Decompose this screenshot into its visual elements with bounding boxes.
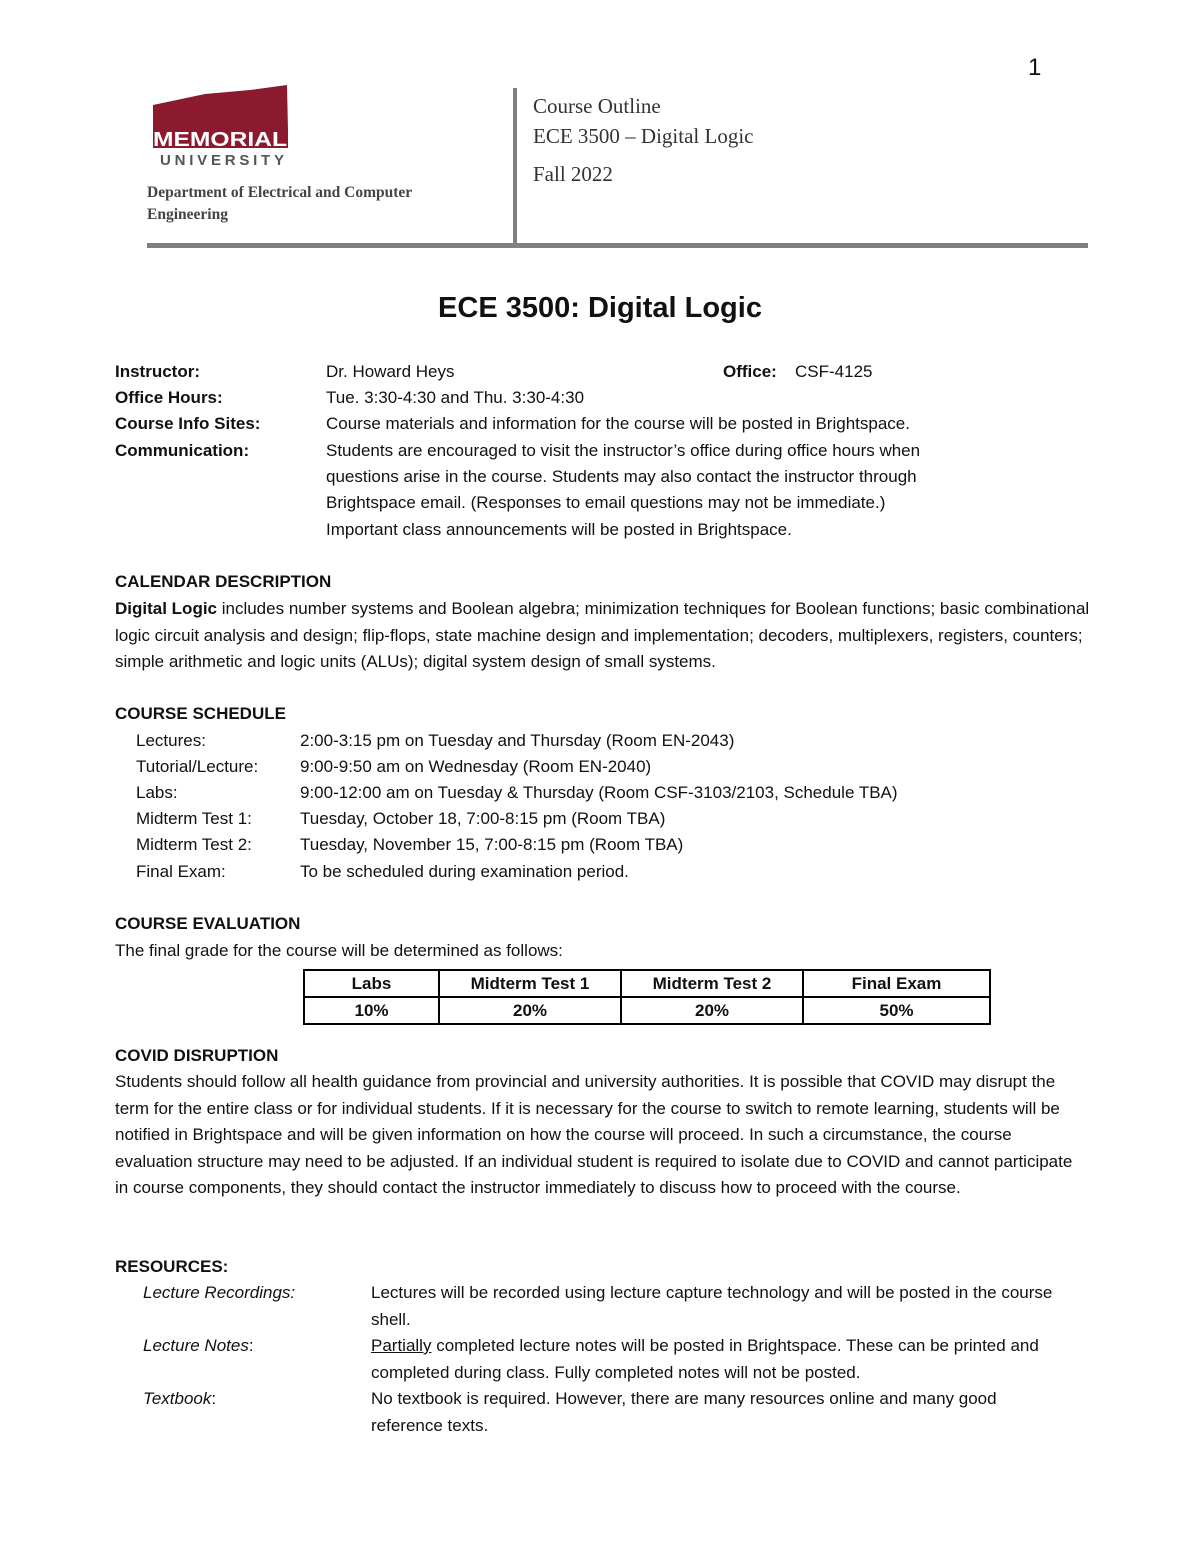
- office-label: Office:: [723, 362, 777, 381]
- department-line-2: Engineering: [147, 206, 228, 223]
- resource-label-notes: [143, 1333, 254, 1360]
- resource-value-recordings: Lectures will be recorded using lecture capture technology and will be posted in the course shell.: [371, 1283, 1053, 1329]
- schedule-value-tutorial: 9:00-9:50 am on Wednesday (Room EN-2040): [300, 757, 652, 776]
- resource-label-recordings: Lecture Recordings:: [143, 1283, 296, 1302]
- schedule-label-lectures: Lectures:: [136, 731, 206, 750]
- course-outline-label: Course Outline: [533, 94, 661, 118]
- evaluation-header-midterm-1: Midterm Test 1: [439, 970, 621, 997]
- evaluation-weight-row: [304, 997, 990, 1024]
- header-horizontal-divider: [147, 243, 1088, 248]
- evaluation-header-labs: Labs: [304, 970, 439, 997]
- term-label: Fall 2022: [533, 162, 613, 186]
- schedule-value-midterm-1: Tuesday, October 18, 7:00-8:15 pm (Room TBA): [300, 809, 666, 828]
- schedule-value-midterm-2: Tuesday, November 15, 7:00-8:15 pm (Room TBA): [300, 835, 684, 854]
- evaluation-header-row: [304, 970, 990, 997]
- calendar-description-text: [115, 596, 1115, 676]
- page-number: 1: [1028, 54, 1042, 81]
- resource-label-textbook-text: Textbook: [143, 1389, 212, 1408]
- evaluation-weight-final-exam: 50%: [803, 997, 990, 1024]
- course-schedule-heading: COURSE SCHEDULE: [115, 704, 286, 723]
- schedule-value-lectures: 2:00-3:15 pm on Tuesday and Thursday (Room EN-2043): [300, 731, 735, 750]
- calendar-description-body: includes number systems and Boolean algebra; minimization techniques for Boolean functions; basic combinational logic circuit analysis and design; flip-flops, state machine design and implementation; decoders, multiplexers, registers, counters; simple arithmetic and logic units (ALUs); digital system design of small systems.: [115, 599, 1090, 671]
- communication-line-2: questions arise in the course. Students may also contact the instructor through: [326, 467, 917, 486]
- logo-banner-shape: [153, 85, 288, 131]
- resource-label-textbook: [143, 1386, 216, 1413]
- communication-line-4: Important class announcements will be posted in Brightspace.: [326, 520, 792, 539]
- communication-label: Communication:: [115, 441, 250, 460]
- resource-label-notes-text: Lecture Notes: [143, 1336, 249, 1355]
- calendar-description-heading: CALENDAR DESCRIPTION: [115, 572, 332, 591]
- resource-label-textbook-colon: :: [211, 1389, 217, 1408]
- notes-partially-underlined: Partially: [371, 1336, 432, 1355]
- covid-heading: COVID DISRUPTION: [115, 1046, 279, 1065]
- course-evaluation-heading: COURSE EVALUATION: [115, 914, 301, 933]
- resource-label-notes-colon: :: [248, 1336, 254, 1355]
- office-hours-label: Office Hours:: [115, 388, 223, 407]
- calendar-description-lead: Digital Logic: [115, 599, 217, 618]
- university-logo: [150, 84, 295, 170]
- notes-text: completed lecture notes will be posted in Brightspace. These can be printed and completed during class. Fully completed notes will not be posted.: [371, 1336, 1039, 1382]
- schedule-value-final-exam: To be scheduled during examination period.: [300, 862, 629, 881]
- evaluation-weight-midterm-1: 20%: [439, 997, 621, 1024]
- schedule-label-final-exam: Final Exam:: [136, 862, 226, 881]
- course-info-sites-label: Course Info Sites:: [115, 414, 261, 433]
- evaluation-header-final-exam: Final Exam: [803, 970, 990, 997]
- schedule-label-labs: Labs:: [136, 783, 178, 802]
- resource-value-textbook: No textbook is required. However, there are many resources online and many good reference texts.: [371, 1389, 997, 1435]
- course-info-sites-value: Course materials and information for the course will be posted in Brightspace.: [326, 414, 910, 433]
- department-line-1: Department of Electrical and Computer: [147, 184, 413, 201]
- evaluation-weight-labs: 10%: [304, 997, 439, 1024]
- logo-memorial-text: MEMORIAL: [153, 129, 287, 151]
- communication-line-1: Students are encouraged to visit the instructor’s office during office hours when: [326, 441, 921, 460]
- schedule-value-labs: 9:00-12:00 am on Tuesday & Thursday (Room CSF-3103/2103, Schedule TBA): [300, 783, 898, 802]
- instructor-value: Dr. Howard Heys: [326, 362, 455, 381]
- evaluation-weight-midterm-2: 20%: [621, 997, 803, 1024]
- resources-heading: RESOURCES:: [115, 1257, 229, 1276]
- covid-text: Students should follow all health guidance from provincial and university authorities. It is possible that COVID may disrupt the term for the entire class or for individual students. If it is necessary for the course to switch to remote learning, students will be notified in Brightspace and will be given information on how the course will proceed. In such a circumstance, the course evaluation structure may need to be adjusted. If an individual student is required to isolate due to COVID and cannot participate in course components, they should contact the instructor immediately to discuss how to proceed with the course.: [115, 1072, 1073, 1197]
- course-code-line: ECE 3500 – Digital Logic: [533, 124, 754, 148]
- office-value: CSF-4125: [795, 362, 873, 381]
- schedule-label-tutorial: Tutorial/Lecture:: [136, 757, 259, 776]
- evaluation-table: [303, 969, 991, 1025]
- evaluation-header-midterm-2: Midterm Test 2: [621, 970, 803, 997]
- department-name: [147, 182, 477, 226]
- office-hours-value: Tue. 3:30-4:30 and Thu. 3:30-4:30: [326, 388, 585, 407]
- header-vertical-divider: [513, 88, 517, 243]
- instructor-label: Instructor:: [115, 362, 200, 381]
- resource-value-notes: [371, 1333, 1061, 1386]
- page-title: ECE 3500: Digital Logic: [438, 292, 762, 324]
- schedule-label-midterm-1: Midterm Test 1:: [136, 809, 252, 828]
- course-evaluation-intro: The final grade for the course will be determined as follows:: [115, 941, 563, 960]
- communication-line-3: Brightspace email. (Responses to email questions may not be immediate.): [326, 493, 886, 512]
- logo-university-text: UNIVERSITY: [160, 152, 284, 169]
- schedule-label-midterm-2: Midterm Test 2:: [136, 835, 252, 854]
